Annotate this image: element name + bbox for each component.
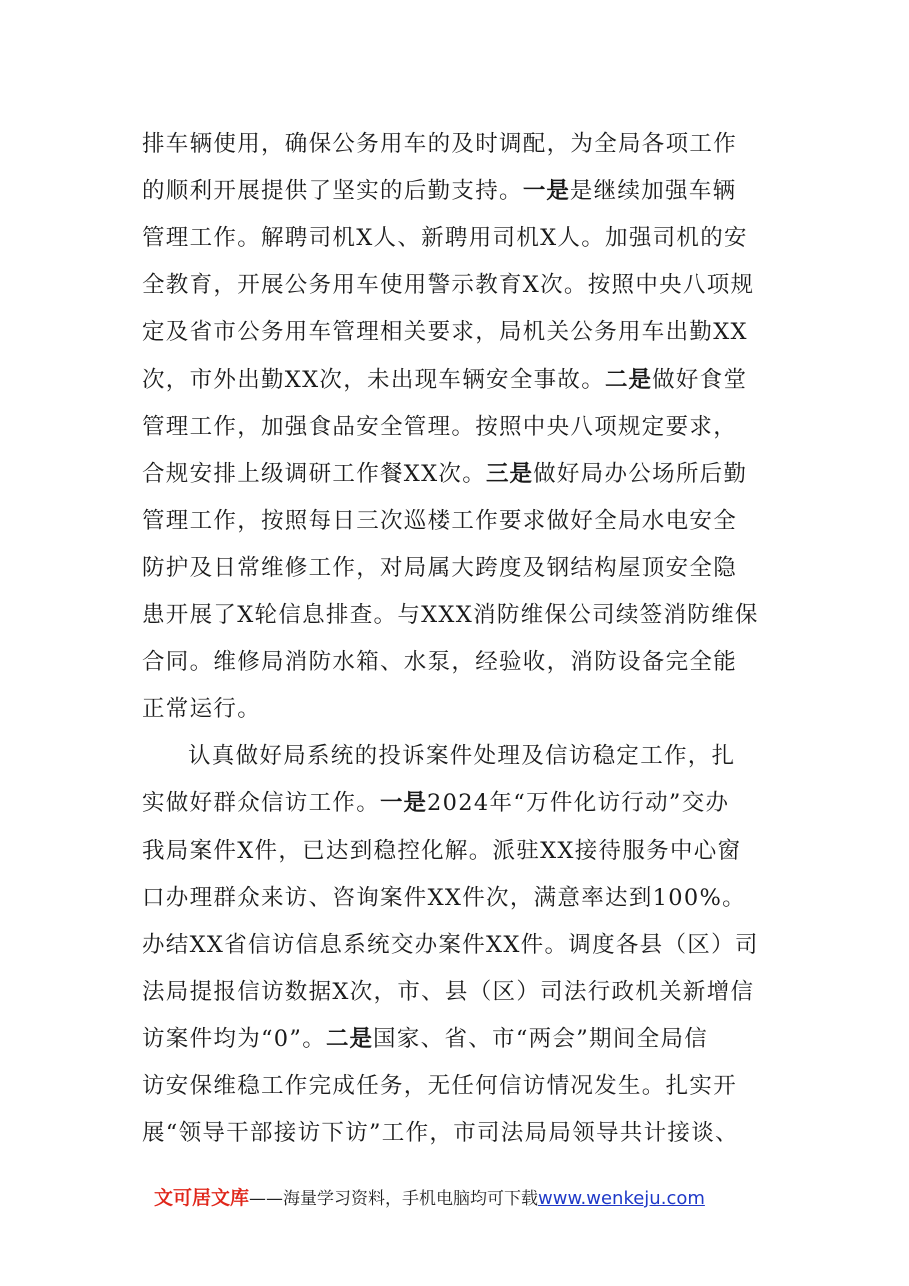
text-run: 合规安排上级调研工作餐XX次。 [142,461,487,487]
text-line [142,1116,782,1150]
text-line [142,127,782,161]
text-line [142,410,782,444]
text-line [142,1069,782,1103]
text-run: 是继续加强车辆 [569,178,737,204]
text-line [142,975,782,1009]
text-line [188,739,782,773]
text-run: 做好局办公场所后勤 [533,461,748,487]
text-line [142,504,782,538]
footer-tagline: 海量学习资料，手机电脑均可下载 [283,1189,539,1209]
text-line [142,881,782,915]
text-run: 管理工作。解聘司机X人、新聘用司机X人。加强司机的安 [142,225,748,251]
text-line [142,551,782,585]
text-run: 认真做好局系统的投诉案件处理及信访稳定工作，扎 [188,743,736,769]
footer-url-link[interactable]: www.wenkeju.com [538,1188,705,1209]
text-run: 正常运行。 [142,696,262,722]
text-run: 访案件均为“0”。 [142,1026,327,1052]
text-run: 实做好群众信访工作。 [142,790,381,816]
text-line [142,268,782,302]
text-run: 患开展了X轮信息排查。与XXX消防维保公司续签消防维保 [142,602,759,628]
text-line [142,363,782,397]
bold-enumerator: 二是 [605,367,653,393]
text-run: 法局提报信访数据X次，市、县（区）司法行政机关新增信 [142,979,755,1005]
text-run: 2024年“万件化访行动”交办 [427,790,730,816]
text-run: 次，市外出勤XX次，未出现车辆安全事故。 [142,367,606,393]
bold-enumerator: 二是 [326,1026,374,1052]
text-line [142,221,782,255]
footer-brand: 文可居文库 [154,1187,250,1209]
text-line [142,786,782,820]
text-line [142,598,782,632]
text-line [142,692,782,726]
text-run: 访安保维稳工作完成任务，无任何信访情况发生。扎实开 [142,1073,738,1099]
text-line [142,834,782,868]
text-run: 国家、省、市“两会”期间全局信 [373,1026,709,1052]
text-run: 的顺利开展提供了坚实的后勤支持。 [142,178,523,204]
text-line [142,457,782,491]
text-line [142,1022,782,1056]
text-run: 全教育，开展公务用车使用警示教育X次。按照中央八项规 [142,272,755,298]
text-run: 定及省市公务用车管理相关要求，局机关公务用车出勤XX [142,319,748,345]
bold-enumerator: 一是 [380,790,428,816]
footer-dash: —— [249,1189,284,1209]
text-run: 我局案件X件，已达到稳控化解。派驻XX接待服务中心窗 [142,838,742,864]
text-run: 防护及日常维修工作，对局属大跨度及钢结构屋顶安全隐 [142,555,738,581]
text-run: 展“领导干部接访下访”工作，市司法局局领导共计接谈、 [142,1120,739,1146]
bold-enumerator: 一是 [522,178,570,204]
text-run: 合同。维修局消防水箱、水泵，经验收，消防设备完全能 [142,649,738,675]
text-run: 做好食堂 [652,367,748,393]
text-line [142,645,782,679]
footer-banner [154,1183,705,1213]
text-run: 排车辆使用，确保公务用车的及时调配，为全局各项工作 [142,131,738,157]
text-run: 管理工作，按照每日三次巡楼工作要求做好全局水电安全 [142,508,738,534]
text-line [142,174,782,208]
text-line [142,315,782,349]
text-run: 管理工作，加强食品安全管理。按照中央八项规定要求， [142,414,738,440]
text-run: 办结XX省信访信息系统交办案件XX件。调度各县（区）司 [142,932,759,958]
bold-enumerator: 三是 [486,461,534,487]
text-run: 口办理群众来访、咨询案件XX件次，满意率达到100%。 [142,885,746,911]
text-line [142,928,782,962]
